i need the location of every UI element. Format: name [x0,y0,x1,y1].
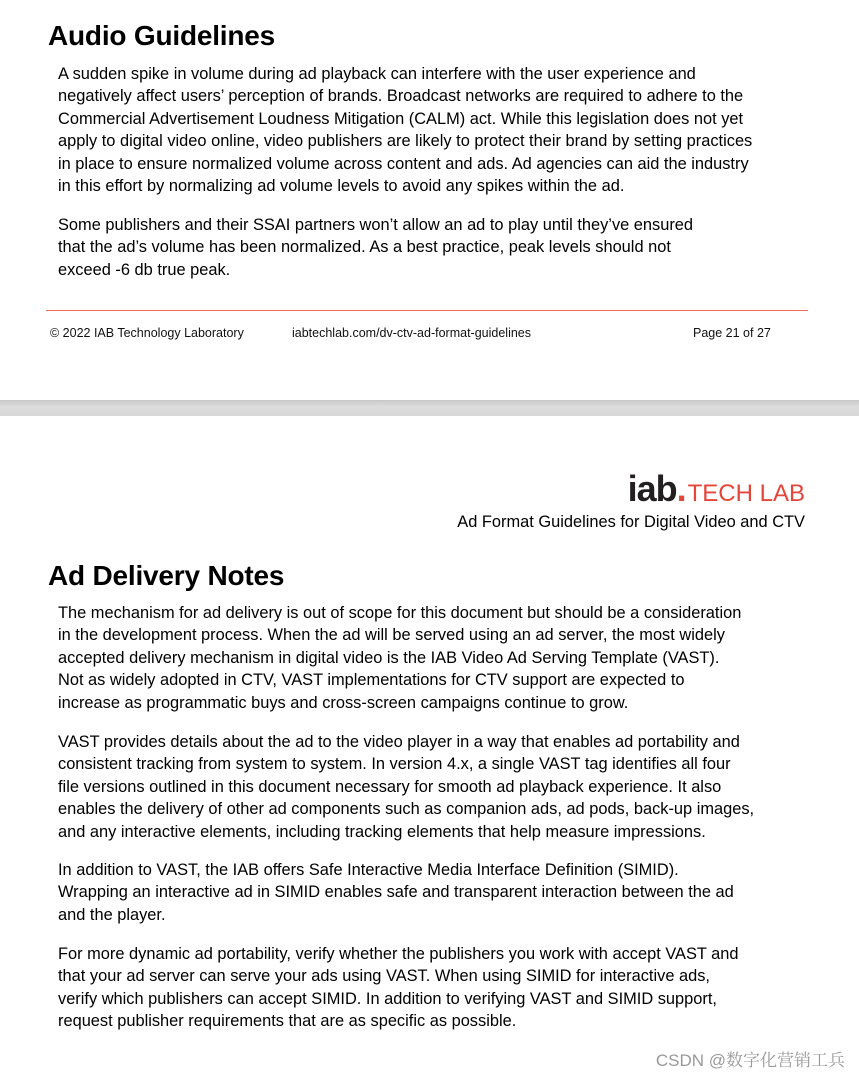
paragraph [58,63,752,197]
paragraph [58,859,734,926]
text-line: file versions outlined in this document necessary for smooth ad playback experience. It also [58,777,722,796]
paragraph [58,943,739,1033]
paragraph [58,602,741,714]
text-line: and any interactive elements, including tracking elements that help measure impressions. [58,822,706,841]
text-line: in the development process. When the ad will be served using an ad server, the most widely [58,626,725,645]
watermark: CSDN @数字化营销工兵 [655,1051,845,1070]
page-21 [0,0,859,400]
text-line: A sudden spike in volume during ad playback can interfere with the user experience and [58,65,696,83]
text-line: verify which publishers can accept SIMID. In addition to verifying VAST and SIMID support, [58,989,717,1008]
iab-tech-lab-logo: iab . TECH LAB [627,468,805,509]
text-line: apply to digital video online, video publishers are likely to protect their brand by setting practices [58,132,753,151]
section-heading: Ad Delivery Notes [48,560,285,591]
text-line: in this effort by normalizing ad volume levels to avoid any spikes within the ad. [58,177,625,196]
text-line: accepted delivery mechanism in digital video is the IAB Video Ad Serving Template (VAST). [58,648,720,667]
section-heading: Audio Guidelines [48,20,276,51]
text-line: in place to ensure normalized volume across content and ads. Ad agencies can aid the industry [58,154,749,173]
text-line: VAST provides details about the ad to the video player in a way that enables ad portability and [58,733,740,751]
page-separator [0,400,859,416]
footer-copyright: © 2022 IAB Technology Laboratory [50,326,244,340]
text-line: Not as widely adopted in CTV, VAST implementations for CTV support are expected to [58,671,685,690]
footer-divider [46,310,808,311]
text-line: that your ad server can serve your ads using VAST. When using SIMID for interactive ads, [58,967,710,986]
text-line: Some publishers and their SSAI partners won’t allow an ad to play until they’ve ensured [58,216,694,234]
text-line: In addition to VAST, the IAB offers Safe Interactive Media Interface Definition (SIMID). [58,861,679,879]
text-line: consistent tracking from system to system. In version 4.x, a single VAST tag identifies all four [58,755,731,774]
text-line: enables the delivery of other ad components such as companion ads, ad pods, back-up images, [58,800,755,819]
document-subtitle: Ad Format Guidelines for Digital Video and CTV [457,513,805,531]
text-line: negatively affect users’ perception of brands. Broadcast networks are required to adhere to the [58,87,744,106]
footer-page-number: Page 21 of 27 [693,326,771,340]
text-line: For more dynamic ad portability, verify whether the publishers you work with accept VAST and [58,945,739,963]
paragraph [58,214,693,281]
text-line: exceed -6 db true peak. [58,260,231,279]
text-line: increase as programmatic buys and cross-screen campaigns continue to grow. [58,693,629,712]
text-line: Commercial Advertisement Loudness Mitigation (CALM) act. While this legislation does not yet [58,109,744,128]
text-line: Wrapping an interactive ad in SIMID enables safe and transparent interaction between the ad [58,883,734,902]
footer-url[interactable]: iabtechlab.com/dv-ctv-ad-format-guidelines [292,326,531,340]
text-line: that the ad’s volume has been normalized. As a best practice, peak levels should not [58,238,671,257]
text-line: request publisher requirements that are as specific as possible. [58,1012,517,1031]
paragraph [58,731,754,843]
text-line: The mechanism for ad delivery is out of scope for this document but should be a consideration [58,604,742,622]
text-line: and the player. [58,905,166,924]
